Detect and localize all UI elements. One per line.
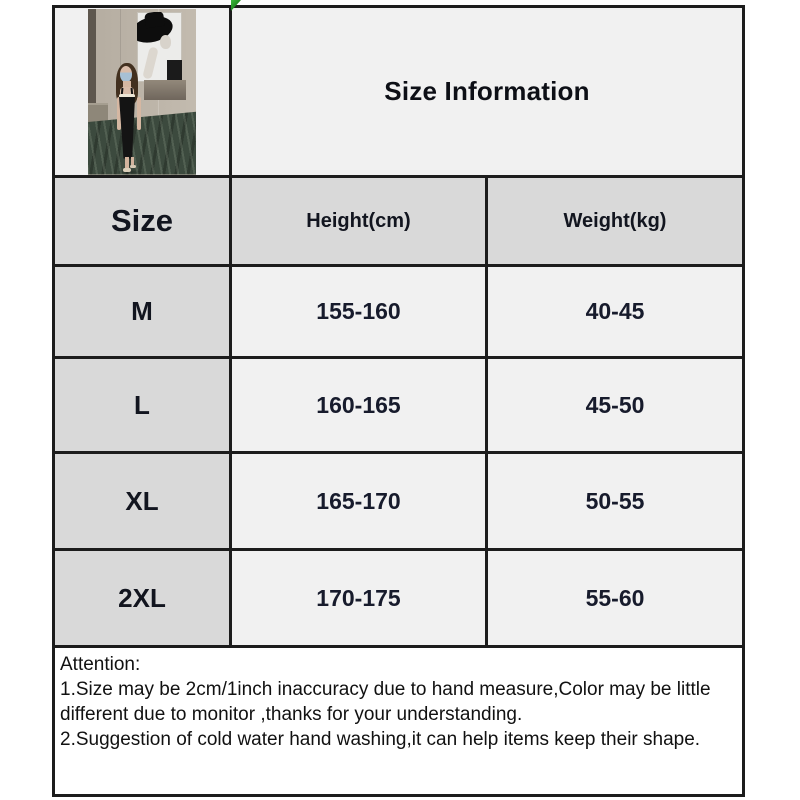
col-header-weight: Weight(kg) — [488, 178, 742, 267]
size-cell: L — [55, 359, 232, 454]
height-cell: 160-165 — [232, 359, 488, 454]
weight-cell: 40-45 — [488, 267, 742, 359]
portrait-arm — [142, 46, 158, 79]
attention-note — [55, 648, 742, 794]
portrait-face — [160, 35, 171, 49]
weight-cell: 50-55 — [488, 454, 742, 551]
model-dress — [119, 97, 135, 159]
model-arm-right — [137, 97, 141, 130]
attention-line: different due to monitor ,thanks for your understanding. — [60, 704, 523, 725]
model-figure — [114, 61, 144, 173]
size-cell: 2XL — [55, 551, 232, 648]
weight-cell: 55-60 — [488, 551, 742, 648]
height-cell: 165-170 — [232, 454, 488, 551]
portrait-dark-corner — [167, 60, 182, 82]
photo-console — [144, 80, 186, 100]
attention-line: 2.Suggestion of cold water hand washing,it can help items keep their shape. — [60, 729, 701, 750]
model-face-mask — [120, 66, 132, 82]
col-header-height: Height(cm) — [232, 178, 488, 267]
col-header-size: Size — [55, 178, 232, 267]
hat-crown — [144, 12, 165, 28]
size-cell: XL — [55, 454, 232, 551]
photo-cell — [55, 8, 232, 178]
title-cell — [232, 8, 742, 178]
model-shoe-right — [130, 165, 136, 168]
attention-line: 1.Size may be 2cm/1inch inaccuracy due to hand measure,Color may be little — [60, 679, 711, 700]
product-photo — [88, 9, 196, 175]
attention-heading: Attention: — [60, 654, 141, 675]
model-shoe-left — [123, 168, 131, 172]
height-cell: 170-175 — [232, 551, 488, 648]
size-table — [52, 5, 745, 797]
size-cell: M — [55, 267, 232, 359]
weight-cell: 45-50 — [488, 359, 742, 454]
page-title: Size Information — [384, 76, 590, 106]
height-cell: 155-160 — [232, 267, 488, 359]
